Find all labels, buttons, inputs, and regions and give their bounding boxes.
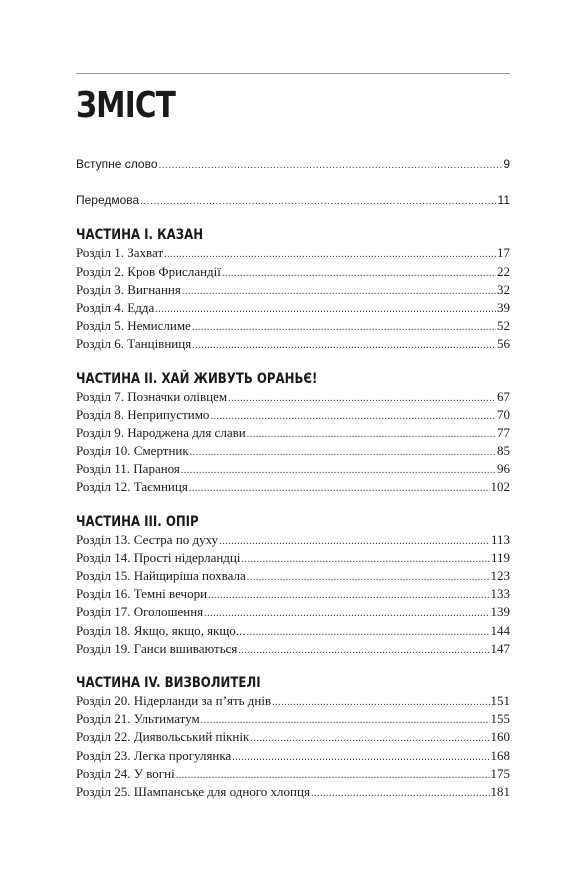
leader-dots [250, 730, 489, 748]
toc-entry-page: 11 [497, 193, 510, 208]
toc-entry-label: Розділ 5. Немислиме [76, 318, 191, 334]
toc-entry-page: 181 [490, 783, 510, 799]
toc-entry-page: 160 [490, 729, 510, 745]
leader-dots [222, 265, 496, 283]
toc-entry-chapter[interactable] [76, 622, 510, 640]
toc-entry-intro-2[interactable] [76, 191, 510, 209]
leader-dots [192, 337, 496, 355]
top-rule [76, 73, 510, 74]
leader-dots [182, 283, 496, 301]
toc-entry-page: 147 [490, 640, 510, 656]
toc-entry-page: 77 [497, 424, 510, 440]
toc-entry-chapter[interactable] [76, 765, 510, 783]
toc-entry-page: 139 [490, 604, 510, 620]
toc-entry-chapter[interactable] [76, 460, 510, 478]
toc-entry-chapter[interactable] [76, 317, 510, 335]
toc-entry-intro-1[interactable] [76, 155, 510, 173]
toc-entry-chapter[interactable] [76, 603, 510, 621]
toc-entry-page: 175 [490, 765, 510, 781]
toc-entry-page: 85 [497, 443, 510, 459]
toc-entry-label: Розділ 16. Темні вечори [76, 586, 208, 602]
toc-entry-chapter[interactable] [76, 478, 510, 496]
toc-entry-chapter[interactable] [76, 710, 510, 728]
toc-entry-label: Вступне слово [76, 157, 158, 171]
toc-entry-page: 67 [497, 388, 510, 404]
toc-entry-label: Розділ 17. Оголошення [76, 604, 204, 620]
toc-entry-label: Розділ 6. Танцівниця [76, 336, 192, 352]
toc-entry-chapter[interactable] [76, 640, 510, 658]
toc-entry-page: 56 [497, 336, 510, 352]
toc-entry-label: Розділ 12. Таємниця [76, 479, 188, 495]
leader-dots [140, 193, 496, 211]
leader-dots [192, 319, 496, 337]
leader-dots [181, 462, 496, 480]
toc-entry-label: Розділ 14. Прості нідерландці [76, 549, 241, 565]
toc-entry-label: Розділ 8. Неприпустимо [76, 406, 210, 422]
toc-entry-label: Розділ 1. Захват [76, 245, 164, 261]
toc-entry-label: Розділ 2. Кров Фрисландії [76, 263, 221, 279]
toc-entry-chapter[interactable] [76, 728, 510, 746]
toc-entry-label: Розділ 10. Смертник [76, 443, 189, 459]
part-heading-3: ЧАСТИНА III. ОПІР [76, 513, 199, 530]
toc-entry-page: 17 [497, 245, 510, 261]
toc-entry-chapter[interactable] [76, 783, 510, 801]
part-heading-4: ЧАСТИНА IV. ВИЗВОЛИТЕЛІ [76, 674, 261, 691]
toc-entry-chapter[interactable] [76, 442, 510, 460]
leader-dots [232, 749, 489, 767]
toc-entry-label: Розділ 20. Нідерланди за п’ять днів [76, 692, 272, 708]
toc-entry-page: 22 [497, 263, 510, 279]
toc-entry-page: 151 [490, 692, 510, 708]
toc-entry-page: 96 [497, 461, 510, 477]
page-title: ЗМІСТ [76, 85, 176, 126]
leader-dots [311, 785, 490, 803]
toc-entry-page: 39 [497, 299, 510, 315]
leader-dots [247, 426, 496, 444]
toc-entry-chapter[interactable] [76, 281, 510, 299]
part-heading-2: ЧАСТИНА II. ХАЙ ЖИВУТЬ ОРАНЬЄ! [76, 370, 318, 387]
toc-entry-label: Розділ 24. У вогні [76, 765, 175, 781]
toc-entry-chapter[interactable] [76, 388, 510, 406]
toc-entry-label: Розділ 19. Ганси вшиваються [76, 640, 238, 656]
leader-dots [219, 533, 490, 551]
leader-dots [247, 624, 490, 642]
leader-dots [155, 301, 496, 319]
toc-entry-page: 70 [497, 406, 510, 422]
toc-entry-chapter[interactable] [76, 263, 510, 281]
toc-entry-label: Розділ 23. Легка прогулянка [76, 747, 232, 763]
toc-entry-chapter[interactable] [76, 424, 510, 442]
toc-entry-label: Розділ 13. Сестра по духу [76, 531, 219, 547]
leader-dots [238, 642, 489, 660]
leader-dots [204, 605, 489, 623]
toc-entry-label: Передмова [76, 193, 140, 208]
toc-entry-chapter[interactable] [76, 244, 510, 262]
toc-entry-label: Розділ 15. Найщиріша похвала [76, 568, 246, 583]
leader-dots [241, 551, 489, 569]
toc-entry-page: 102 [490, 479, 510, 495]
toc-entry-label: Розділ 11. Параноя [76, 461, 180, 477]
toc-entry-page: 52 [497, 318, 510, 334]
leader-dots [208, 587, 489, 605]
toc-entry-page: 144 [490, 622, 510, 638]
toc-entry-label: Розділ 22. Диявольський пікнік [76, 729, 250, 745]
toc-entry-chapter[interactable] [76, 585, 510, 603]
part-heading-1: ЧАСТИНА I. КАЗАН [76, 227, 204, 244]
leader-dots [190, 444, 496, 462]
toc-entry-page: 119 [490, 549, 510, 565]
leader-dots [210, 408, 496, 426]
toc-entry-chapter[interactable] [76, 406, 510, 424]
toc-entry-chapter[interactable] [76, 692, 510, 710]
toc-entry-label: Розділ 3. Вигнання [76, 281, 181, 297]
table-of-contents [76, 155, 510, 801]
toc-entry-label: Розділ 9. Народжена для слави [76, 424, 246, 440]
toc-entry-page: 133 [490, 586, 510, 602]
toc-entry-chapter[interactable] [76, 747, 510, 765]
leader-dots [228, 390, 496, 408]
toc-entry-chapter[interactable] [76, 549, 510, 567]
toc-entry-chapter[interactable] [76, 567, 510, 585]
toc-entry-label: Розділ 4. Едда [76, 299, 155, 315]
toc-entry-label: Розділ 21. Ультиматум [76, 711, 200, 727]
leader-dots [247, 569, 490, 587]
toc-entry-chapter[interactable] [76, 531, 510, 549]
toc-entry-page: 32 [497, 281, 510, 297]
leader-dots [159, 157, 503, 175]
toc-entry-label: Розділ 25. Шампанське для одного хлопця [76, 783, 310, 799]
leader-dots [272, 694, 489, 712]
toc-entry-page: 155 [490, 711, 510, 727]
toc-entry-page: 113 [490, 531, 510, 547]
toc-entry-page: 168 [490, 747, 510, 763]
toc-entry-page: 9 [503, 157, 510, 171]
toc-entry-label: Розділ 7. Позначки олівцем [76, 388, 228, 404]
toc-entry-page: 123 [490, 568, 510, 583]
leader-dots [189, 480, 490, 498]
toc-entry-label: Розділ 18. Якщо, якщо, якщо... [76, 622, 246, 638]
toc-entry-chapter[interactable] [76, 335, 510, 353]
toc-entry-chapter[interactable] [76, 299, 510, 317]
